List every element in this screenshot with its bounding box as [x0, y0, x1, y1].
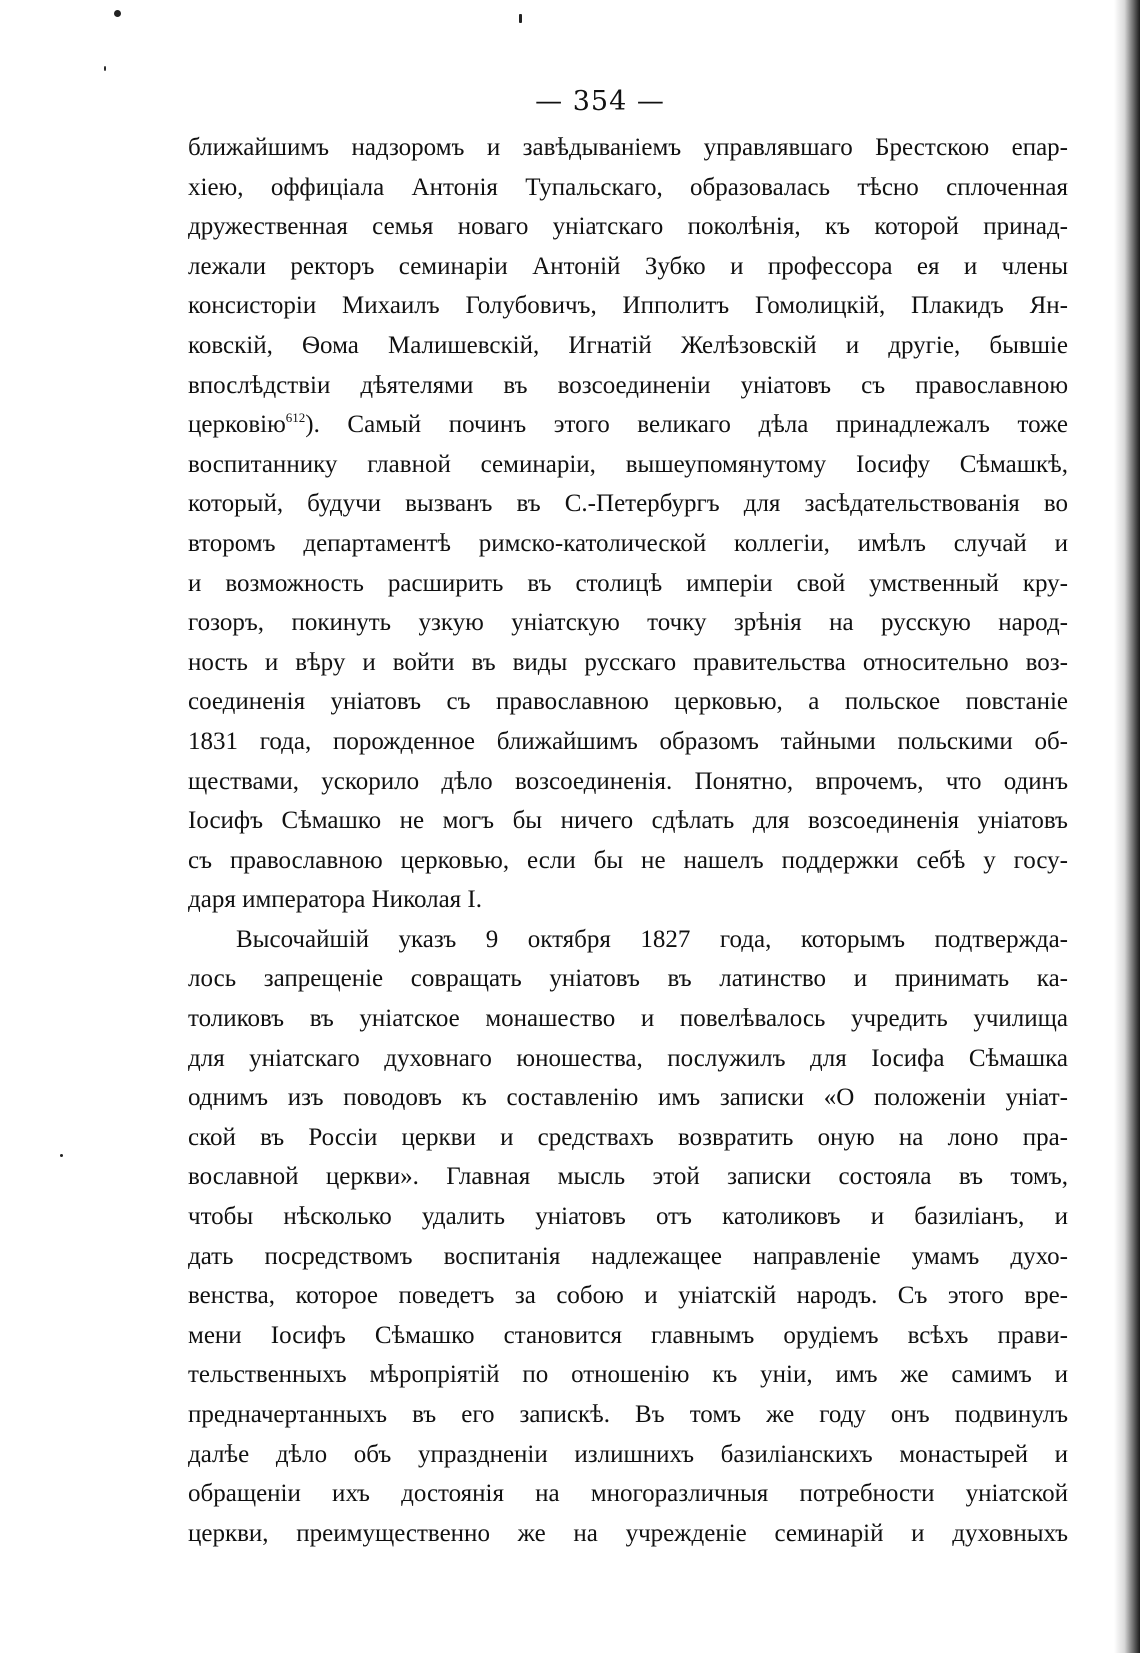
page-number: — 354 —	[535, 86, 665, 117]
text-line: чтобы нѣсколько удалить уніатовъ отъ католиковъ и базиліанъ, и	[188, 1203, 1068, 1231]
text-line: Высочайшій указъ 9 октября 1827 года, которымъ подтвержда-	[236, 925, 1068, 953]
text-fragment: ). Самый починъ этого великаго дѣла принадлежалъ тоже	[305, 411, 1068, 439]
ink-speck	[114, 10, 121, 17]
text-line: церкви, преимущественно же на учрежденіе семинарій и духовныхъ	[188, 1519, 1068, 1547]
text-line: 1831 года, порожденное ближайшимъ образомъ тайными польскими об-	[188, 727, 1068, 755]
ink-speck	[104, 66, 106, 71]
text-line: съ православною церковью, если бы не нашелъ поддержки себѣ у госу-	[188, 846, 1068, 874]
text-line: дружественная семья новаго уніатскаго поколѣнія, къ которой принад-	[188, 213, 1068, 241]
text-line: воспитаннику главной семинаріи, вышеупомянутому Іосифу Сѣмашкѣ,	[188, 450, 1068, 478]
text-line: вославной церкви». Главная мысль этой записки состояла въ томъ,	[188, 1163, 1068, 1191]
text-line: консисторіи Михаилъ Голубовичъ, Ипполитъ Гомолицкій, Плакидъ Ян-	[188, 292, 1068, 320]
text-line: толиковъ въ уніатское монашество и повелѣвалось учредить училища	[188, 1005, 1068, 1033]
text-line: второмъ департаментѣ римско-католической коллегіи, имѣлъ случай и	[188, 529, 1068, 557]
text-line: ской въ Россіи церкви и средствахъ возвратить оную на лоно пра-	[188, 1123, 1068, 1151]
text-line-with-footnote	[188, 405, 1068, 445]
text-line: Іосифъ Сѣмашко не могъ бы ничего сдѣлать для возсоединенія уніатовъ	[188, 807, 1068, 835]
text-line: лось запрещеніе совращать уніатовъ въ латинство и принимать ка-	[188, 965, 1068, 993]
text-line: ность и вѣру и войти въ виды русскаго правительства относительно воз-	[188, 648, 1068, 676]
ink-speck	[60, 1154, 63, 1157]
text-line: предначертанныхъ въ его запискѣ. Въ томъ же году онъ подвинулъ	[188, 1401, 1068, 1428]
text-line: лежали ректоръ семинаріи Антоній Зубко и профессора ея и члены	[188, 252, 1068, 280]
text-fragment: церковію	[188, 411, 286, 439]
text-line: ществами, ускорило дѣло возсоединенія. Понятно, впрочемъ, что одинъ	[188, 767, 1068, 795]
text-line: хіею, оффиціала Антонія Тупальскаго, образовалась тѣсно сплоченная	[188, 173, 1068, 201]
ink-speck	[519, 14, 522, 23]
text-line: ближайшимъ надзоромъ и завѣдываніемъ управлявшаго Брестскою епар-	[188, 134, 1068, 161]
footnote-reference: 612	[285, 410, 306, 426]
text-line: ковскій, Ѳома Малишевскій, Игнатій Желѣзовскій и другіе, бывшіе	[188, 331, 1068, 359]
text-line: впослѣдствіи дѣятелями въ возсоединеніи уніатовъ съ православною	[188, 371, 1068, 399]
text-line: однимъ изъ поводовъ къ составленію имъ записки «О положеніи уніат-	[188, 1084, 1068, 1112]
text-line: мени Іосифъ Сѣмашко становится главнымъ орудіемъ всѣхъ прави-	[188, 1321, 1068, 1349]
text-line: дать посредствомъ воспитанія надлежащее направленіе умамъ духо-	[188, 1242, 1068, 1270]
text-line: венства, которое поведетъ за собою и уніатскій народъ. Съ этого вре-	[188, 1282, 1068, 1310]
text-line: соединенія уніатовъ съ православною церковью, а польское повстаніе	[188, 688, 1068, 716]
body-text	[188, 128, 1068, 1553]
text-line: и возможность расширить въ столицѣ имперіи свой умственный кру-	[188, 569, 1068, 597]
text-line: обращеніи ихъ достоянія на многоразличныя потребности уніатской	[188, 1480, 1068, 1508]
text-line: для уніатскаго духовнаго юношества, послужилъ для Іосифа Сѣмашка	[188, 1044, 1068, 1072]
page-edge-shadow	[1114, 0, 1140, 1653]
text-line: далѣе дѣло объ упраздненіи излишнихъ базиліанскихъ монастырей и	[188, 1440, 1068, 1468]
text-line: даря императора Николая I.	[188, 886, 483, 914]
text-line: тельственныхъ мѣропріятій по отношенію къ уніи, имъ же самимъ и	[188, 1361, 1068, 1389]
text-line: который, будучи вызванъ въ С.-Петербургъ для засѣдательствованія во	[188, 490, 1068, 518]
text-line: гозоръ, покинуть узкую уніатскую точку зрѣнія на русскую народ-	[188, 609, 1068, 637]
